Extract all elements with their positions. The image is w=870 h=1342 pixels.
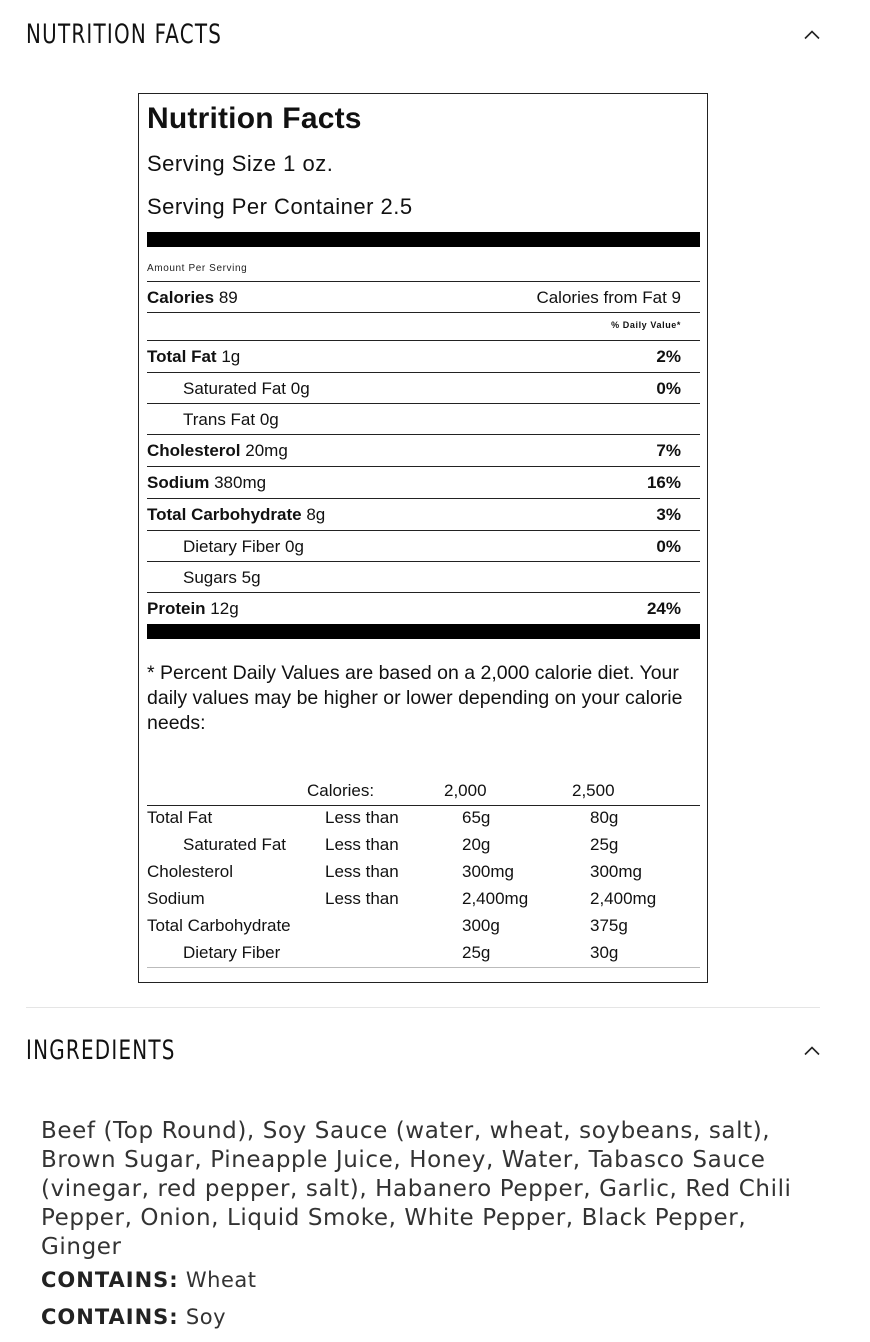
chevron-up-icon[interactable] bbox=[804, 27, 820, 43]
ingredients-text: Beef (Top Round), Soy Sauce (water, wheat, soybeans, salt), Brown Sugar, Pineapple Juice, Honey, Water, Tabasco Sauce (vinegar, red pepper, salt), Habanero Pepper, Garlic, Red Chili Pepper, Onion, Liquid Smoke, White Pepper, Black Pepper, Ginger bbox=[41, 1118, 792, 1260]
ingredients-accordion-header[interactable] bbox=[26, 1031, 820, 1071]
servings-per-container: Serving Per Container 2.5 bbox=[147, 194, 413, 219]
dv-qualifier: Less than bbox=[325, 835, 399, 854]
serving-size: Serving Size 1 oz. bbox=[147, 151, 334, 176]
nutrient-dv: 3% bbox=[656, 505, 681, 524]
dv-table-row bbox=[147, 889, 700, 916]
dv-table-row bbox=[147, 916, 700, 943]
dv-qualifier: Less than bbox=[325, 808, 399, 827]
nutrient-amount: 1g bbox=[221, 347, 241, 366]
nutrient-name: Sugars bbox=[183, 568, 237, 587]
dv-value-2500: 2,400mg bbox=[590, 889, 657, 908]
dv-table-header bbox=[147, 779, 700, 806]
dv-header-calories: Calories: bbox=[307, 781, 375, 800]
nutrient-name: Saturated Fat bbox=[183, 379, 287, 398]
dv-qualifier: Less than bbox=[325, 889, 399, 908]
nutrient-row bbox=[147, 466, 700, 497]
dv-nutrient: Cholesterol bbox=[147, 862, 233, 881]
contains-value: Wheat bbox=[185, 1268, 257, 1292]
dv-value-2500: 375g bbox=[590, 916, 628, 935]
dv-nutrient: Sodium bbox=[147, 889, 205, 908]
dv-table-row bbox=[147, 808, 700, 835]
nutrient-amount: 380mg bbox=[214, 473, 267, 492]
nutrient-name: Protein bbox=[147, 599, 206, 618]
contains-value: Soy bbox=[185, 1305, 226, 1329]
daily-value-header: % Daily Value* bbox=[611, 320, 681, 330]
contains-label: CONTAINS: bbox=[41, 1305, 179, 1329]
dv-nutrient: Saturated Fat bbox=[183, 835, 287, 854]
dv-value-2000: 2,400mg bbox=[462, 889, 529, 908]
dv-value-2500: 25g bbox=[590, 835, 619, 854]
dv-table-bottom-rule bbox=[147, 967, 700, 968]
nutrient-row bbox=[147, 561, 700, 592]
calories-row bbox=[147, 281, 700, 312]
nutrient-name: Dietary Fiber bbox=[183, 537, 281, 556]
calories-from-fat: Calories from Fat 9 bbox=[536, 288, 681, 307]
dv-value-2500: 80g bbox=[590, 808, 619, 827]
nutrient-dv: 24% bbox=[646, 599, 681, 618]
dv-nutrient: Total Fat bbox=[147, 808, 213, 827]
section-divider bbox=[26, 1007, 820, 1008]
dv-nutrient: Dietary Fiber bbox=[183, 943, 281, 962]
nutrient-row bbox=[147, 530, 700, 561]
nutrient-row bbox=[147, 372, 700, 403]
allergen-contains bbox=[41, 1268, 257, 1292]
nutrient-name: Total Carbohydrate bbox=[147, 505, 302, 524]
nutrition-label bbox=[138, 93, 708, 983]
thick-divider bbox=[147, 624, 700, 639]
dv-header-2500: 2,500 bbox=[572, 781, 615, 800]
dv-value-2000: 300mg bbox=[462, 862, 514, 881]
nutrient-dv: 0% bbox=[656, 379, 681, 398]
nutrient-amount: 0g bbox=[259, 410, 279, 429]
ingredients-heading: INGREDIENTS bbox=[26, 1035, 176, 1066]
label-title: Nutrition Facts bbox=[147, 102, 362, 135]
nutrition-facts-accordion-header[interactable] bbox=[26, 15, 820, 55]
calories-value: 89 bbox=[218, 288, 238, 307]
dv-value-2500: 300mg bbox=[590, 862, 642, 881]
dv-value-2000: 65g bbox=[462, 808, 491, 827]
dv-value-2000: 25g bbox=[462, 943, 491, 962]
contains-label: CONTAINS: bbox=[41, 1268, 179, 1292]
nutrient-dv: 0% bbox=[656, 537, 681, 556]
dv-qualifier: Less than bbox=[325, 862, 399, 881]
nutrient-row bbox=[147, 403, 700, 434]
nutrient-name: Cholesterol bbox=[147, 441, 241, 460]
amount-per-serving: Amount Per Serving bbox=[147, 263, 248, 274]
nutrient-name: Total Fat bbox=[147, 347, 217, 366]
nutrient-name: Trans Fat bbox=[183, 410, 256, 429]
nutrient-amount: 12g bbox=[210, 599, 239, 618]
dv-table-row bbox=[147, 943, 700, 970]
daily-value-header-row bbox=[147, 312, 700, 340]
dv-nutrient: Total Carbohydrate bbox=[147, 916, 291, 935]
nutrient-amount: 0g bbox=[285, 537, 304, 556]
dv-header-2000: 2,000 bbox=[444, 781, 487, 800]
nutrient-row bbox=[147, 434, 700, 465]
dv-table-row bbox=[147, 862, 700, 889]
nutrient-dv: 7% bbox=[656, 441, 681, 460]
allergen-contains bbox=[41, 1305, 226, 1329]
chevron-up-icon[interactable] bbox=[804, 1043, 820, 1059]
nutrient-row bbox=[147, 592, 700, 623]
nutrition-facts-heading: NUTRITION FACTS bbox=[26, 19, 223, 50]
dv-value-2000: 300g bbox=[462, 916, 500, 935]
nutrient-amount: 5g bbox=[241, 568, 261, 587]
dv-value-2000: 20g bbox=[462, 835, 491, 854]
nutrient-row bbox=[147, 340, 700, 371]
dv-table-row bbox=[147, 835, 700, 862]
nutrient-amount: 8g bbox=[306, 505, 326, 524]
nutrient-dv: 16% bbox=[646, 473, 681, 492]
nutrient-name: Sodium bbox=[147, 473, 210, 492]
nutrient-row bbox=[147, 498, 700, 529]
daily-value-footnote: * Percent Daily Values are based on a 2,000 calorie diet. Your daily values may be higher or lower depending on your calorie needs: bbox=[147, 662, 683, 734]
nutrient-amount: 0g bbox=[290, 379, 310, 398]
calories-label: Calories bbox=[147, 288, 215, 307]
nutrient-dv: 2% bbox=[656, 347, 681, 366]
thick-divider bbox=[147, 232, 700, 247]
nutrient-amount: 20mg bbox=[245, 441, 288, 460]
dv-value-2500: 30g bbox=[590, 943, 619, 962]
